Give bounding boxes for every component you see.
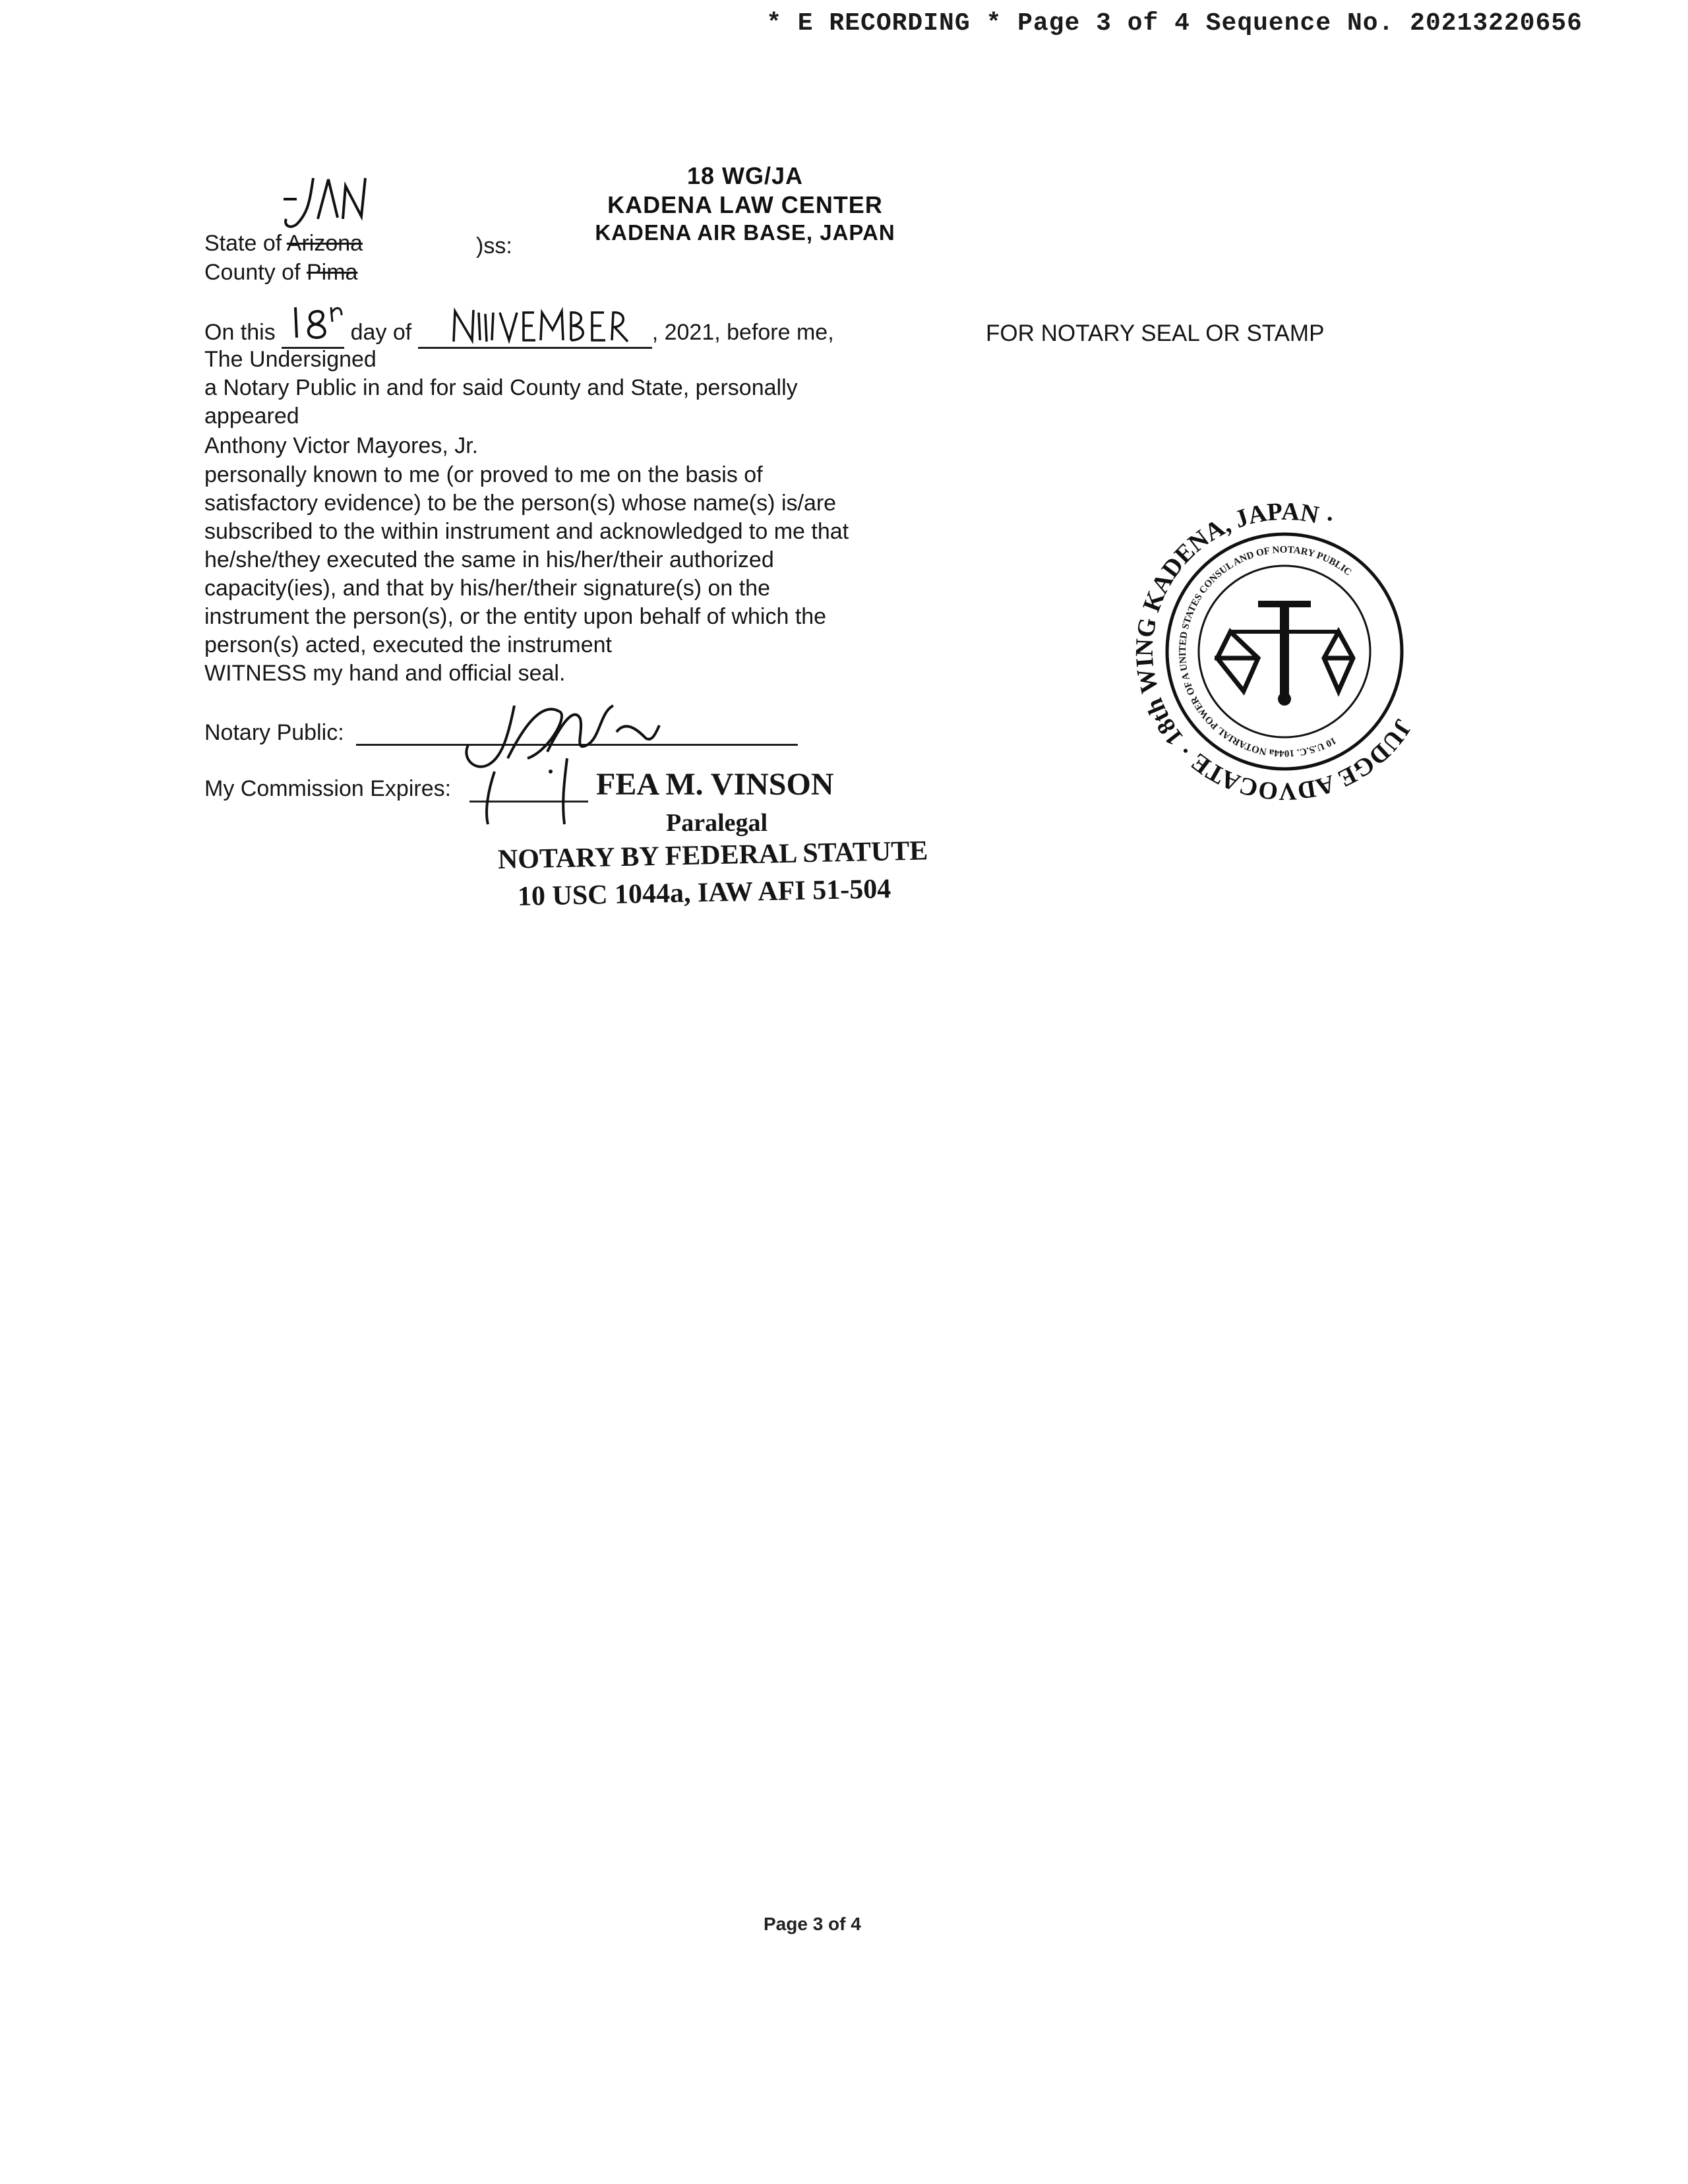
- handwritten-state-jan: [277, 173, 382, 239]
- office-line-1: 18 WG/JA: [686, 162, 804, 189]
- scales-icon: [1215, 604, 1354, 706]
- state-struck-text: Arizona: [286, 231, 363, 256]
- notary-name: FEA M. VINSON: [596, 767, 834, 802]
- county-label: County of: [204, 260, 301, 285]
- ack-line-11: person(s) acted, executed the instrument: [204, 632, 612, 657]
- page-number: Page 3 of 4: [764, 1914, 861, 1934]
- notary-public-label: Notary Public:: [204, 720, 344, 745]
- ack-line-9: capacity(ies), and that by his/her/their signature(s) on the: [204, 576, 770, 601]
- state-label: State of: [204, 231, 282, 256]
- seal-area-label: FOR NOTARY SEAL OR STAMP: [986, 320, 1325, 346]
- county-struck-text: Pima: [306, 260, 358, 285]
- office-line-3: KADENA AIR BASE, JAPAN: [595, 220, 895, 245]
- ss-marker: )ss:: [476, 233, 512, 258]
- notary-title: Paralegal: [666, 809, 768, 837]
- ack-line-2: a Notary Public in and for said County and State, personally: [204, 375, 798, 400]
- year-text: , 2021, before me,: [651, 320, 834, 345]
- on-this-label: On this: [204, 320, 276, 345]
- ack-line-1: The Undersigned: [204, 347, 377, 372]
- county-line: [204, 258, 357, 287]
- seal-inner-text: 10 U.S.C. 1044a NOTARIAL POWER OF A UNITED STATES CONSUL AND OF NOTARY PUBLIC: [1177, 544, 1354, 759]
- notary-authority-line-1: NOTARY BY FEDERAL STATUTE: [497, 835, 928, 875]
- ack-line-10: instrument the person(s), or the entity upon behalf of which the: [204, 604, 827, 629]
- ack-line-3: appeared: [204, 404, 299, 429]
- witness-line: WITNESS my hand and official seal.: [204, 661, 566, 686]
- ack-line-4: Anthony Victor Mayores, Jr.: [204, 433, 479, 458]
- handwritten-month: [448, 303, 659, 349]
- ack-line-7: subscribed to the within instrument and acknowledged to me that: [204, 519, 849, 544]
- seal-outer-text: JUDGE ADVOCATE · 18th WING KADENA, JAPAN ·: [1130, 497, 1418, 806]
- notary-authority-line-2: 10 USC 1044a, IAW AFI 51-504: [517, 874, 891, 912]
- ack-line-8: he/she/they executed the same in his/her/their authorized: [204, 547, 774, 572]
- commission-label: My Commission Expires:: [204, 776, 452, 801]
- notary-seal: [1126, 493, 1443, 810]
- handwritten-day: [289, 295, 355, 348]
- ack-line-5: personally known to me (or proved to me on the basis of: [204, 462, 763, 487]
- ack-line-6: satisfactory evidence) to be the person(s) whose name(s) is/are: [204, 491, 837, 516]
- day-of-label: day of: [350, 320, 412, 345]
- notary-signature: [448, 659, 686, 837]
- office-line-2: KADENA LAW CENTER: [607, 191, 883, 218]
- recording-header: * E RECORDING * Page 3 of 4 Sequence No. 20213220656: [766, 9, 1582, 38]
